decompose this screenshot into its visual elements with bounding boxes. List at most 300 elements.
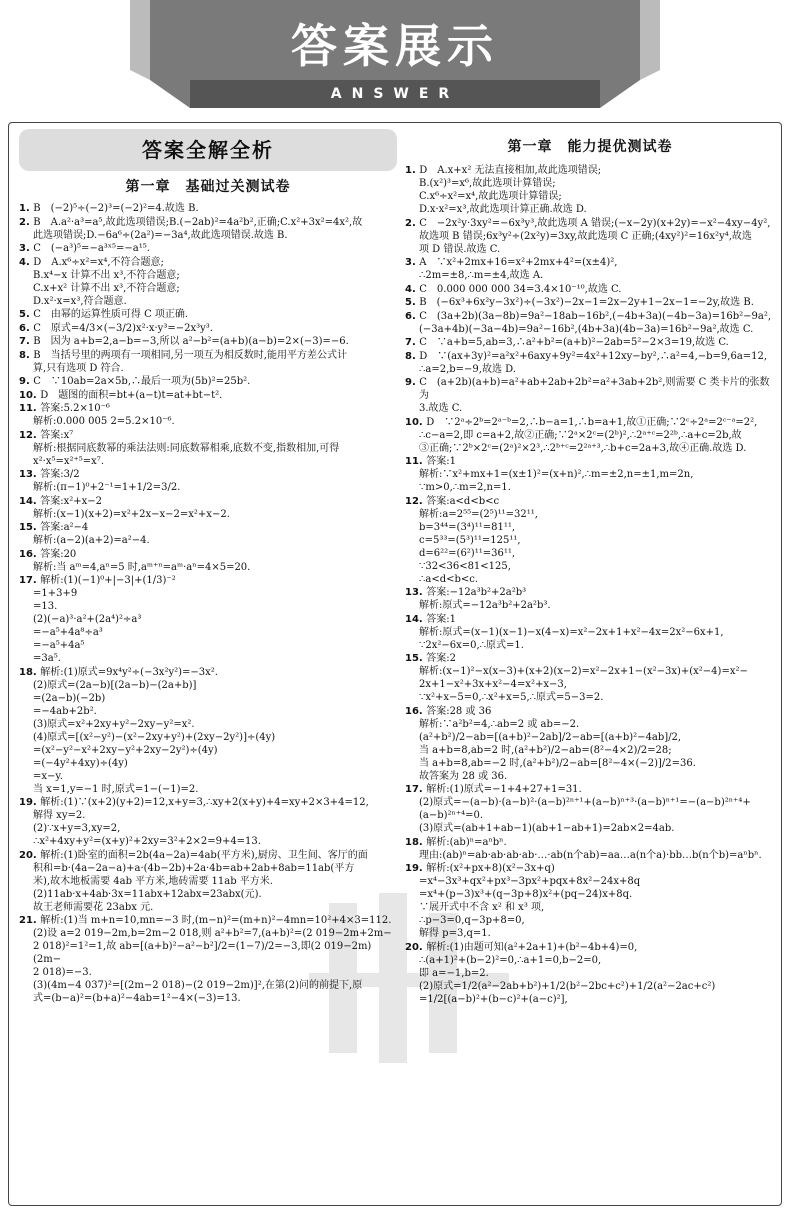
answer-text: 解析:(1)∵(x+2)(y+2)=12,x+y=3,∴xy+2(x+y)+4=xy+2×3+4=12, — [40, 797, 369, 808]
answer-text: 解析:(x−1)(x+2)=x²+2x−x−2=x²+x−2. — [33, 508, 230, 520]
answer-line — [19, 666, 397, 679]
answer-text: 解析:(1)由题可知(a²+2a+1)+(b²−4b+4)=0, — [426, 941, 638, 953]
answer-banner — [0, 0, 790, 118]
answer-text: 答案:−12a³b²+2a²b³ — [426, 587, 527, 598]
answer-item — [405, 613, 775, 652]
answer-text: =13. — [33, 601, 58, 612]
answer-line — [19, 679, 397, 692]
answer-line — [405, 429, 775, 442]
answer-line — [405, 849, 775, 862]
answer-text: 答案:x²+x−2 — [40, 495, 102, 507]
answer-text: 解析:当 aᵐ=4,aⁿ=5 时,aᵐ⁺ⁿ=aᵐ·aⁿ=4×5=20. — [33, 561, 251, 573]
answer-line — [405, 678, 775, 691]
answer-number: 17. — [19, 575, 41, 586]
answer-text: =1/2[(a−b)²+(b−c)²+(a−c)²], — [419, 993, 568, 1005]
answer-text: c=5³³=(5³)¹¹=125¹¹, — [419, 534, 521, 546]
answer-text: C (3a+2b)(3a−8b)=9a²−18ab−16b²,(−4b+3a)(−4b−3a)=16b²−9a², — [419, 310, 772, 322]
answer-line — [19, 849, 397, 862]
answer-item — [405, 217, 775, 256]
answer-line — [19, 202, 397, 215]
answer-item — [19, 322, 397, 335]
answer-line — [19, 269, 397, 282]
answer-item — [405, 283, 775, 296]
answer-text: 当 a+b=8,ab=−2 时,(a²+b²)/2−ab=[8²−4×(−2)]/2=36. — [419, 757, 696, 769]
answer-text: 解析:(1)原式=−1+4+27+1=31. — [426, 784, 582, 795]
answer-text: (2)∵x+y=3,xy=2, — [33, 823, 121, 834]
answer-text: =(2a−b)(−2b) — [33, 692, 106, 704]
answer-line — [19, 639, 397, 652]
answer-line — [19, 521, 397, 534]
answer-line — [405, 442, 775, 455]
answer-line — [405, 836, 775, 849]
answer-text: 解析:(x²+px+8)(x²−3x+q) — [426, 863, 555, 874]
answer-text: x²·x⁵=x²⁺⁵=x⁷. — [33, 455, 104, 467]
answer-line — [405, 336, 775, 349]
answer-text: 答案:1 — [426, 613, 456, 625]
answer-text: ∴p−3=0,q−3p+8=0, — [419, 915, 525, 926]
answer-text: =−a⁵+4a⁸÷a³ — [33, 627, 103, 638]
answer-text: 解析:根据同底数幂的乘法法则:同底数幂相乘,底数不变,指数相加,可得 — [33, 442, 340, 454]
answer-text: =x−y. — [33, 770, 63, 782]
answer-text: 解析:(1)当 m+n=10,mn=−3 时,(m−n)²=(m+n)²−4mn=10²+4×3=112. — [40, 915, 392, 926]
answer-item — [405, 336, 775, 349]
answer-line — [405, 652, 775, 665]
answer-line — [405, 350, 775, 363]
answer-text: 答案:5.2×10⁻⁶ — [40, 403, 110, 414]
answer-text: D 题图的面积=bt+(a−t)t=at+bt−t². — [40, 389, 223, 401]
answer-text: 解析:a=2⁵⁵=(2⁵)¹¹=32¹¹, — [419, 508, 538, 520]
answer-text: ∵32<36<81<125, — [419, 560, 511, 572]
answer-line — [19, 534, 397, 547]
answer-text: 答案:20 — [40, 548, 77, 560]
answer-line — [405, 770, 775, 783]
answer-line — [19, 548, 397, 561]
answer-line — [19, 626, 397, 639]
answer-line — [405, 822, 775, 835]
answer-text: =(x²−y²−x²+2xy−y²+2xy−2y²)÷(4y) — [33, 744, 218, 756]
answer-number: 3. — [19, 243, 34, 254]
answer-text: 答案:a<d<b<c — [426, 495, 500, 507]
answer-line — [405, 468, 775, 481]
answer-line — [405, 875, 775, 888]
answer-item — [405, 586, 775, 612]
answer-item — [19, 548, 397, 574]
answer-line — [19, 229, 397, 242]
answer-line — [19, 888, 397, 901]
answer-line — [405, 809, 775, 822]
answer-item — [405, 310, 775, 336]
answer-number: 20. — [405, 941, 427, 953]
answer-line — [19, 335, 397, 348]
answer-text: B (−6x³+6x²y−3x²)÷(−3x²)−2x−1=2x−2y+1−2x−1=−2y,故选 B. — [419, 297, 754, 308]
answer-text: 答案:x⁷ — [40, 429, 74, 441]
answer-line — [405, 796, 775, 809]
answer-text: =(−4y²+4xy)÷(4y) — [33, 757, 128, 769]
answer-line — [19, 692, 397, 705]
answer-text: d=6²²=(6²)¹¹=36¹¹, — [419, 547, 516, 559]
answer-text: D A.x⁶÷x²=x⁴,不符合题意; — [33, 256, 164, 268]
answer-line — [405, 718, 775, 731]
answer-text: C 由幂的运算性质可得 C 项正确. — [33, 309, 189, 320]
answer-text: ∴(a+1)²+(b−2)²=0,∴a+1=0,b−2=0, — [419, 954, 602, 966]
answer-text: 当 x=1,y=−1 时,原式=1−(−1)=2. — [33, 783, 199, 795]
answer-line — [405, 967, 775, 980]
answer-number: 1. — [19, 203, 34, 214]
answer-item — [19, 796, 397, 848]
answer-line — [19, 256, 397, 269]
answer-item — [19, 335, 397, 348]
answer-text: D.x·x²=x³,故此选项计算正确.故选 D. — [419, 204, 587, 215]
answer-text: 积和=b·(4a−2a−a)+a·(4b−2b)+2a·4b=ab+2ab+8ab=11ab(平方 — [33, 862, 355, 874]
answer-text: 解析:∵x²+mx+1=(x±1)²=(x+n)²,∴m=±2,n=±1,m=2n, — [419, 469, 694, 480]
answer-line — [405, 481, 775, 494]
answer-item — [19, 429, 397, 468]
answer-line — [19, 927, 397, 940]
answer-line — [19, 901, 397, 914]
answer-line — [405, 243, 775, 256]
answer-number: 16. — [19, 548, 41, 560]
answer-text: C.x⁶÷x²=x⁴,故此选项计算错误; — [419, 191, 562, 202]
answer-line — [405, 586, 775, 599]
answer-item — [405, 652, 775, 704]
answer-number: 7. — [19, 336, 34, 347]
answer-text: C ∵10ab=2a×5b,∴最后一项为(5b)²=25b². — [33, 376, 251, 387]
answer-text: 解析:(ab)ⁿ=aⁿbⁿ. — [426, 836, 507, 848]
answer-line — [405, 941, 775, 954]
answer-text: 式=(b−a)²=(b+a)²−4ab=1²−4×(−3)=13. — [33, 993, 241, 1004]
answer-number: 20. — [19, 849, 41, 861]
answer-line — [19, 770, 397, 783]
answer-list-basic — [19, 202, 397, 1005]
answer-line — [405, 626, 775, 639]
answer-item — [405, 376, 775, 415]
chapter-title-basic: 第一章 基础过关测试卷 — [125, 179, 291, 195]
answer-number: 2. — [19, 216, 34, 228]
answer-text: ∵x²+x−5=0,∴x²+x=5,∴原式=5−3=2. — [419, 692, 604, 703]
answer-item — [19, 521, 397, 547]
answer-item — [19, 402, 397, 428]
answer-text: 答案:2 — [426, 653, 456, 664]
answer-number: 6. — [405, 310, 420, 322]
answer-item — [405, 495, 775, 586]
answer-line — [19, 822, 397, 835]
answer-line — [19, 600, 397, 613]
answer-text: ∴c−a=2,即 c=a+2,故②正确;∵2ᵃ×2ᶜ=(2ᵇ)²,∴2ᵃ⁺ᶜ=2²ᵇ,∴a+c=2b,故 — [419, 429, 742, 441]
answer-line — [405, 613, 775, 626]
content-frame — [8, 122, 782, 1206]
answer-text: (3)原式=x²+2xy+y²−2xy−y²=x². — [33, 718, 195, 730]
answer-text: C 0.000 000 000 34=3.4×10⁻¹⁰,故选 C. — [419, 283, 622, 295]
answer-number: 17. — [405, 784, 427, 795]
answer-item — [405, 836, 775, 862]
answer-item — [19, 216, 397, 242]
answer-line — [405, 296, 775, 309]
answer-line — [19, 652, 397, 665]
answer-text: 解析:∵a²b²=4,∴ab=2 或 ab=−2. — [419, 718, 580, 730]
answer-item — [19, 308, 397, 321]
answer-line — [405, 901, 775, 914]
answer-text: C −2x²y·3xy²=−6x³y³,故此选项 A 错误;(−x−2y)(x+2y)=−x²−4xy−4y², — [419, 217, 771, 229]
answer-line — [405, 230, 775, 243]
answer-text: 故王老师需要花 23abx 元. — [33, 901, 154, 913]
answer-line — [19, 561, 397, 574]
answer-item — [19, 914, 397, 1005]
answer-text: A ∵x²+2mx+16=x²+2mx+4²=(x±4)², — [419, 257, 618, 268]
answer-number: 14. — [405, 613, 427, 625]
answer-number: 11. — [405, 456, 427, 467]
answer-item — [19, 666, 397, 796]
answer-number: 8. — [19, 349, 34, 361]
answer-number: 14. — [19, 495, 41, 507]
answer-text: =1+3+9 — [33, 588, 78, 599]
answer-text: 解析:(x−1)²−x(x−3)+(x+2)(x−2)=x²−2x+1−(x²−3x)+(x²−4)=x²− — [419, 666, 748, 677]
answer-text: 解析:(a−2)(a+2)=a²−4. — [33, 535, 150, 546]
answer-text: 解析:0.000 005 2=5.2×10⁻⁶. — [33, 416, 175, 427]
answer-text: ∴a<d<b<c. — [419, 573, 479, 585]
answer-line — [405, 547, 775, 560]
answer-item — [19, 256, 397, 308]
answer-line — [405, 993, 775, 1006]
answer-number: 21. — [19, 915, 41, 926]
answer-text: C (a+2b)(a+b)=a²+ab+2ab+2b²=a²+3ab+2b²,则需要 C 类卡片的张数为 — [419, 377, 770, 401]
answer-item — [405, 416, 775, 455]
answer-text: ∴a=2,b=−9,故选 D. — [419, 363, 516, 375]
answer-text: (3)原式=(ab+1+ab−1)(ab+1−ab+1)=2ab×2=4ab. — [419, 823, 675, 834]
answer-text: 2 018)²=1²=1,故 ab=[(a+b)²−a²−b²]/2=(1−7)/2=−3,即(2 019−2m)(2m− — [33, 941, 372, 965]
answer-line — [19, 481, 397, 494]
answer-line — [405, 639, 775, 652]
answer-line — [19, 940, 397, 966]
answer-text: ∴2m=±8,∴m=±4,故选 A. — [419, 270, 544, 281]
answer-text: 此选项错误;D.−6a⁶÷(2a²)=−3a⁴,故此选项错误.故选 B. — [33, 229, 288, 241]
answer-item — [405, 164, 775, 216]
answer-number: 11. — [19, 403, 41, 414]
answer-text: D ∵2ᵃ÷2ᵇ=2ᵃ⁻ᵇ=2,∴b−a=1,∴b=a+1,故①正确;∵2ᶜ÷2ᵃ=2ᶜ⁻ᵃ=2², — [426, 416, 758, 428]
answer-list-advanced — [405, 164, 775, 1006]
answer-line — [19, 705, 397, 718]
answer-line — [19, 308, 397, 321]
banner-title: 答案展示 — [291, 19, 499, 73]
answer-item — [19, 849, 397, 914]
answer-item — [19, 242, 397, 255]
answer-line — [405, 731, 775, 744]
answer-line — [19, 495, 397, 508]
answer-number: 4. — [19, 256, 34, 268]
answer-line — [19, 468, 397, 481]
answer-text: 解析:(1)卧室的面积=2b(4a−2a)=4ab(平方米),厨房、卫生间、客厅的面 — [40, 849, 368, 861]
answer-line — [405, 954, 775, 967]
answer-text: C ∵a+b=5,ab=3,∴a²+b²=(a+b)²−2ab=5²−2×3=19,故选 C. — [419, 337, 729, 348]
answer-text: 理由:(ab)ⁿ=ab·ab·ab·ab·…·ab(n个ab)=aa…a(n个a)·bb…b(n个b)=aⁿbⁿ. — [419, 849, 762, 861]
answer-text: 项 D 错误.故选 C. — [419, 243, 501, 255]
answer-item — [405, 256, 775, 282]
answer-text: 答案:a²−4 — [40, 522, 89, 533]
answer-text: 故选项 B 错误;6x³y²÷(2x²y)=3xy,故此选项 C 正确;(4xy²)²=16x²y⁴,故选 — [419, 230, 752, 242]
banner-subtitle: ANSWER — [330, 86, 460, 102]
answer-number: 5. — [19, 309, 34, 320]
answer-text: (−3a+4b)(−3a−4b)=9a²−16b²,(4b+3a)(4b−3a)=16b²−9a²,故选 C. — [419, 323, 754, 335]
answer-number: 18. — [19, 666, 41, 678]
answer-line — [405, 164, 775, 177]
answer-number: 19. — [19, 797, 41, 808]
answer-text: (2)设 a=2 019−2m,b=2m−2 018,则 a²+b²=7,(a+b)²=(2 019−2m+2m− — [33, 928, 392, 939]
answer-item — [405, 455, 775, 494]
answer-number: 4. — [405, 283, 420, 295]
answer-text: B.x⁴−x 计算不出 x³,不符合题意; — [33, 269, 180, 281]
answer-text: D A.x+x² 无法直接相加,故此选项错误; — [419, 165, 602, 176]
answer-line — [405, 927, 775, 940]
chapter-title-advanced: 第一章 能力提优测试卷 — [507, 139, 673, 155]
answer-line — [405, 177, 775, 190]
answer-text: D ∵(ax+3y)²=a²x²+6axy+9y²=4x²+12xy−by²,∴a²=4,−b=9,6a=12, — [419, 350, 768, 362]
answer-number: 6. — [19, 322, 34, 334]
answer-number: 9. — [405, 377, 420, 388]
answer-line — [19, 992, 397, 1005]
left-column — [19, 123, 397, 1203]
answer-line — [19, 282, 397, 295]
answer-text: =−a⁵+4a⁵ — [33, 640, 85, 651]
answer-text: 答案:1 — [426, 456, 456, 467]
answer-text: 当 a+b=8,ab=2 时,(a²+b²)/2−ab=(8²−4×2)/2=28; — [419, 744, 672, 756]
answer-text: (a²+b²)/2−ab=[(a+b)²−2ab]/2−ab=[(a+b)²−4ab]/2, — [419, 731, 682, 743]
answer-number: 15. — [19, 522, 41, 533]
answer-number: 10. — [19, 389, 41, 401]
answer-line — [19, 216, 397, 229]
answer-text: 解析:原式=−12a³b²+2a²b³. — [419, 600, 551, 611]
answer-text: B 因为 a+b=2,a−b=−3,所以 a²−b²=(a+b)(a−b)=2×(−3)=−6. — [33, 336, 349, 347]
answer-line — [19, 349, 397, 362]
answer-line — [405, 217, 775, 230]
answer-text: ∵展开式中不含 x² 和 x³ 项, — [419, 902, 545, 913]
answer-number: 8. — [405, 350, 420, 362]
answer-text: B (−2)⁵÷(−2)³=(−2)²=4.故选 B. — [33, 203, 199, 214]
answer-text: 解析:(1)原式=9x⁴y²÷(−3x²y²)=−3x². — [40, 666, 218, 678]
answer-item — [405, 862, 775, 940]
answer-item — [19, 574, 397, 665]
answer-line — [19, 783, 397, 796]
answer-number: 7. — [405, 337, 420, 348]
answer-text: ∴x²+4xy+y²=(x+y)²+2xy=3²+2×2=9+4=13. — [33, 836, 261, 847]
answer-number: 15. — [405, 653, 427, 664]
answer-item — [405, 705, 775, 783]
answer-line — [405, 665, 775, 678]
answer-number: 13. — [405, 587, 427, 598]
answer-text: C 原式=4/3×(−3/2)x²·x·y³=−2x³y³. — [33, 322, 213, 334]
answer-text: (2)(−a)³·a²+(2a⁴)²÷a³ — [33, 614, 142, 625]
answer-item — [19, 495, 397, 521]
answer-text: C.x+x² 计算不出 x³,不符合题意; — [33, 282, 180, 294]
answer-line — [19, 415, 397, 428]
answer-line — [405, 521, 775, 534]
answer-line — [405, 416, 775, 429]
answer-text: =3a⁵. — [33, 653, 61, 664]
answer-text: B 当括号里的两项有一项相同,另一项互为相反数时,能用平方差公式计 — [33, 349, 347, 361]
answer-line — [19, 429, 397, 442]
answer-line — [19, 613, 397, 626]
answer-line — [19, 809, 397, 822]
answer-line — [19, 322, 397, 335]
answer-text: 解析:(1)(−1)⁰+|−3|+(1/3)⁻² — [40, 575, 176, 586]
answer-line — [19, 835, 397, 848]
answer-line — [19, 731, 397, 744]
answer-line — [405, 862, 775, 875]
answer-number: 13. — [19, 469, 41, 480]
answer-text: 即 a=−1,b=2. — [419, 967, 489, 979]
answer-text: =x⁴−3x³+qx²+px³−3px²+pqx+8x²−24x+8q — [419, 876, 641, 887]
answer-line — [405, 573, 775, 586]
answer-line — [405, 914, 775, 927]
answer-number: 10. — [405, 416, 427, 428]
answer-line — [405, 980, 775, 993]
answer-text: 答案:3/2 — [40, 469, 80, 480]
answer-text: 解得 p=3,q=1. — [419, 928, 491, 939]
answer-text: (3)(4m−4 037)²=[(2m−2 018)−(2 019−2m)]²,在第(2)问的前提下,原 — [33, 980, 363, 991]
answer-line — [19, 744, 397, 757]
answer-line — [405, 310, 775, 323]
answer-number: 18. — [405, 836, 427, 848]
answer-item — [405, 941, 775, 1006]
answer-line — [405, 495, 775, 508]
answer-line — [19, 362, 397, 375]
answer-text: 米),故木地板需要 4ab 平方米,地砖需要 11ab 平方米. — [33, 875, 273, 887]
answer-text: 解析:(π−1)⁰+2⁻¹=1+1/2=3/2. — [33, 482, 181, 493]
answer-line — [19, 914, 397, 927]
answer-number: 12. — [19, 429, 41, 441]
answer-line — [19, 389, 397, 402]
answer-line — [19, 966, 397, 979]
answer-line — [405, 190, 775, 203]
answer-text: 解得 xy=2. — [33, 810, 86, 821]
answer-text: (a−b)²ⁿ⁺⁴=0. — [419, 810, 484, 821]
answer-text: =−4ab+2b². — [33, 705, 97, 717]
answer-line — [405, 269, 775, 282]
answer-text: 解析:原式=(x−1)(x−1)−x(4−x)=x²−2x+1+x²−4x=2x²−6x+1, — [419, 626, 724, 638]
answer-text: D.x²·x=x³,符合题意. — [33, 295, 127, 307]
answer-number: 3. — [405, 257, 420, 268]
answer-line — [19, 295, 397, 308]
answer-line — [19, 875, 397, 888]
answer-line — [405, 744, 775, 757]
answer-line — [19, 862, 397, 875]
answer-text: (2)原式=1/2(a²−2ab+b²)+1/2(b²−2bc+c²)+1/2(a²−2ac+c²) — [419, 980, 716, 992]
answer-line — [19, 757, 397, 770]
answer-text: 2 018)=−3. — [33, 967, 92, 978]
answer-number: 9. — [19, 376, 34, 387]
answer-text: (2)原式=−(a−b)·(a−b)²·(a−b)²ⁿ⁺¹+(a−b)ⁿ⁺³·(a−b)ⁿ⁺¹=−(a−b)²ⁿ⁺⁴+ — [419, 797, 751, 808]
answer-item — [19, 389, 397, 402]
answer-line — [405, 203, 775, 216]
answer-line — [19, 508, 397, 521]
answer-number: 19. — [405, 863, 427, 874]
answer-item — [19, 468, 397, 494]
answer-line — [19, 587, 397, 600]
answer-line — [19, 442, 397, 455]
answer-text: ∵2x²−6x=0,∴原式=1. — [419, 639, 524, 651]
answer-line — [405, 256, 775, 269]
answer-text: (2)11ab·x+4ab·3x=11abx+12abx=23abx(元). — [33, 888, 262, 900]
answer-text: ③正确;∵2ᵇ×2ᶜ=(2ᵃ)²×2³,∴2ᵇ⁺ᶜ=2²ᵃ⁺³,∴b+c=2a+3,故④正确.故选 D. — [419, 442, 747, 454]
answer-line — [405, 560, 775, 573]
answer-item — [19, 202, 397, 215]
answer-line — [405, 283, 775, 296]
answer-line — [19, 979, 397, 992]
right-column — [405, 123, 775, 1203]
answer-line — [405, 508, 775, 521]
answer-text: =x⁴+(p−3)x³+(q−3p+8)x²+(pq−24)x+8q. — [419, 889, 633, 900]
answer-line — [19, 718, 397, 731]
answer-text: 算,只有选项 D 符合. — [33, 362, 124, 374]
answer-line — [19, 402, 397, 415]
